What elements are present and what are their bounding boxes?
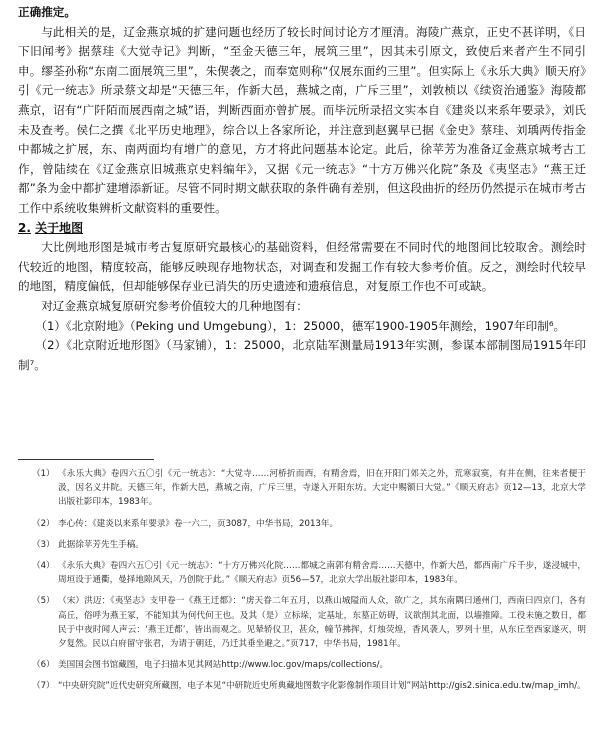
lead-line: 正确推定。 <box>18 5 76 19</box>
footnote-mark: （6） <box>32 660 55 671</box>
footnote-mark: （3） <box>32 539 55 550</box>
footnote <box>18 679 586 693</box>
footnote-mark: （7） <box>32 681 55 692</box>
map-list-item: （2）《北京附近地形图》（马家铺），1：25000，北京陆军测量局1913年实测，参谋本部制图局1915年印制⁷。 <box>18 338 586 372</box>
section-heading <box>18 219 586 239</box>
footnote-divider <box>18 459 154 460</box>
footnote-text: 《永乐大典》卷四六五〇引《元一统志》：“大觉寺……河桥折而西，有精舍焉，旧在开阳门郊关之外，荒寒寂寞，有井在侧，往来者便于汲，因名义井院。天德三年，作新大邑，燕城之南，广斥三里，寺遂入开阳东坊。大定中赐额曰大觉。”《顺天府志》页12—13，北京大学出版社影印本，1983年。 <box>58 469 586 508</box>
section-title: 关于地图 <box>35 220 84 235</box>
footnote-mark: （2） <box>32 518 55 529</box>
footnote <box>18 467 586 510</box>
footnote-mark: （5） <box>32 596 55 607</box>
footnote <box>18 559 586 587</box>
map-list-item: （1）《北京附地》（Peking und Umgebung），1：25000，德军1900-1905年测绘，1907年印制⁶。 <box>35 318 566 333</box>
footnote-text: 李心传：《建炎以来系年要录》卷一六二，页3087，中华书局，2013年。 <box>58 518 339 529</box>
paragraph-maps-intro: 大比例地形图是城市考古复原研究最核心的基础资料，但经常需要在不同时代的地图间比较取舍。测绘时代较近的地图，精度较高，能够反映现存地物状态，对调查和发掘工作有较大参考价值。反之，测绘时代较早的地图，精度偏低，但却能够保存业已消失的历史遗迹和遗痕信息，对复原工作也不可或缺。 <box>18 240 586 294</box>
footnote <box>18 538 586 552</box>
paragraph-expansion-history: 与此相关的是，辽金燕京城的扩建问题也经历了较长时间讨论方才厘清。海陵广燕京，正史不甚详明，《日下旧闻考》据蔡珪《大觉寺记》判断，“至金天德三年，展筑三里”，因其未引原文，致使后来者产生不同引申。缪荃孙称“东南二面展筑三里”，朱偰袭之，而奉宽则称“仅展东面约三里”。但实际上《永乐大典》顺天府》引《元一统志》所录蔡文却是“天德三年，作新大邑，燕城之南，广斥三里”，刘敦桢以《续资治通鉴》海陵都燕京，诏有“广阡陌而展西南之城”语，判断西面亦曾扩展。而毕沅所录招文实本自《建炎以来系年要录》，刘氏未及查考。侯仁之撰《北平历史地理》，综合以上各家所论，并注意到赵翼早已据《金史》蔡珪、刘瑀两传指金中都城之扩展，东、南两面均有增广的意见，方才将此问题基本论定。此后，徐苹芳为准备辽金燕京城考古工作，曾陆续在《辽金燕京旧城燕京史料编年》，又据《元一统志》“十方万佛兴化院”条及《夷坚志》“燕王迁都”条为金中都扩建增添新证。尽管不同时期文献获取的条件确有差别，但这段曲折的经历仍然提示在城市考古工作中系统收集辨析文献资料的重要性。 <box>18 24 586 215</box>
footnote-text: （宋）洪迈：《夷坚志》支甲卷一《燕王迁都》：“虏天眷二年五月，以燕山城隘而人众，欲广之，其东南隅曰通州门，西南曰四京门，各有高丘，俗呼为燕王冢，不能知其为何代何王也。及其（是）立标垛，定基址，东墓正妨碍，议欲削其北面，以墙推障。工役未施之数日，都民于中夜时闻人声云：‘燕王迁都’，皆出而观之。见辇轿仪卫，甚众，幢节拂挥，灯烛荧煌，香风袭人，罗列十里，从东丘至西家遂灭，明夕复然。民以白府留守张君，为请于朝廷，乃迁其垂坐避之。”页717，中华书局，1981年。 <box>58 596 586 650</box>
footnotes <box>18 467 586 701</box>
footnote <box>18 658 586 672</box>
section-number: 2. <box>18 220 31 235</box>
main-text <box>18 3 586 375</box>
footnote-text: 此据徐苹芳先生手稿。 <box>58 539 144 550</box>
footnote-text: 美国国会图书馆藏图，电子扫描本见其网站http://www.loc.gov/maps/collections/。 <box>58 660 389 671</box>
footnote-text: “中央研究院”近代史研究所藏图，电子本见“中研院近史所典藏地图数字化影像制作项目计划”网站http://gis2.sinica.edu.tw/map_imh/。 <box>58 681 586 692</box>
footnote <box>18 594 586 651</box>
footnote-mark: （1） <box>32 469 55 479</box>
paragraph-maps-list-intro: 对辽金燕京城复原研究参考价值较大的几种地图有： <box>41 298 308 313</box>
footnote-text: 《永乐大典》卷四六五〇引《元一统志》：“十方万佛兴化院……都城之南郭有精舍焉……天德中，作新大邑，都西南广斥千步，遂浸城中，周垣设于通衢，曼择地隙风天，乃创院于此。”《顺天府志》页56—57，北京大学出版社影印本，1983年。 <box>58 561 586 586</box>
footnote-mark: （4） <box>32 561 55 572</box>
footnote <box>18 517 586 531</box>
